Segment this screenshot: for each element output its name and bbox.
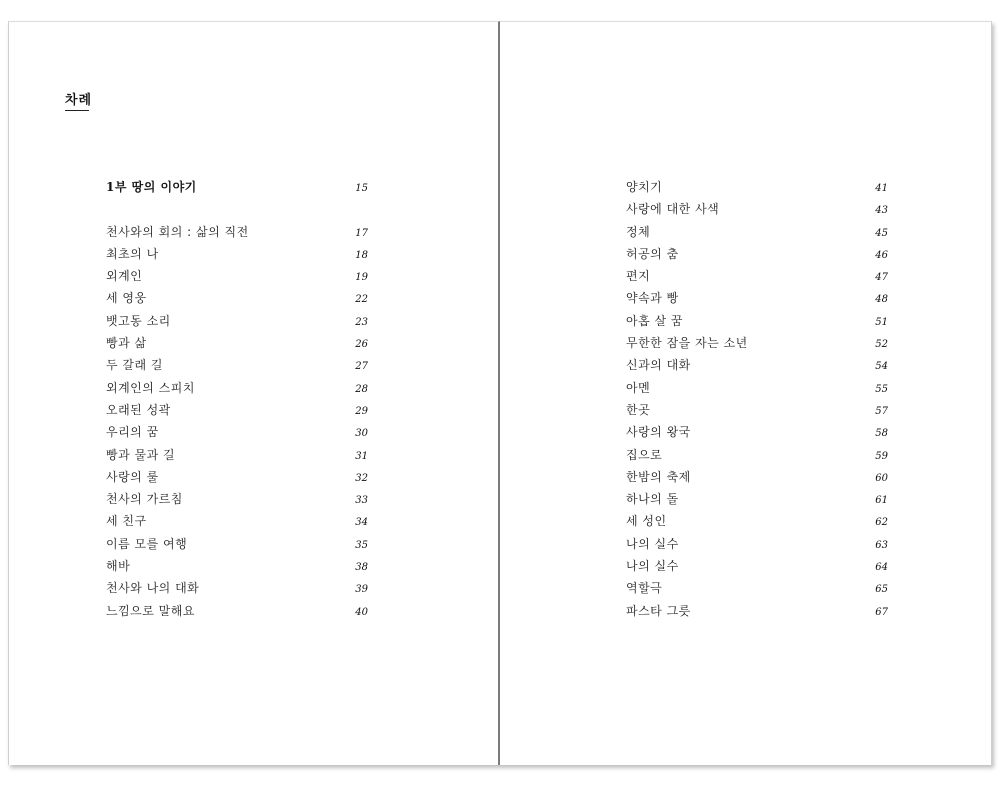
toc-entry-title: 빵과 물과 길 xyxy=(106,447,176,462)
toc-entry xyxy=(626,243,888,265)
toc-entry xyxy=(626,399,888,421)
toc-entry-page-number: 55 xyxy=(875,383,888,395)
toc-entry-title: 느낌으로 말해요 xyxy=(106,603,195,618)
toc-entry xyxy=(626,600,888,622)
toc-entry-page-number: 33 xyxy=(355,495,368,507)
toc-entry-page-number: 63 xyxy=(875,539,888,551)
toc-entry xyxy=(106,533,368,555)
toc-entry-title: 나의 실수 xyxy=(626,536,679,551)
toc-left-list xyxy=(106,176,368,622)
toc-entry-title: 하나의 돌 xyxy=(626,492,679,507)
right-page xyxy=(500,21,992,765)
toc-entry-page-number: 34 xyxy=(355,517,368,529)
toc-entry xyxy=(626,377,888,399)
toc-entry-page-number: 43 xyxy=(875,205,888,217)
toc-entry-page-number: 41 xyxy=(875,183,888,194)
toc-entry xyxy=(106,221,368,243)
toc-entry-title: 외계인 xyxy=(106,269,143,284)
toc-entry xyxy=(106,600,368,622)
toc-entry xyxy=(626,354,888,376)
toc-entry-page-number: 65 xyxy=(875,584,888,596)
toc-entry-title: 세 친구 xyxy=(106,514,147,529)
toc-entry-title: 사랑의 왕국 xyxy=(626,425,691,440)
toc-entry xyxy=(626,287,888,309)
toc-entry xyxy=(626,176,888,198)
toc-entry-page-number: 60 xyxy=(875,472,888,484)
toc-entry-page-number: 28 xyxy=(355,383,368,395)
toc-entry-title: 허공의 춤 xyxy=(626,246,679,261)
toc-entry-title: 한밤의 축제 xyxy=(626,469,691,484)
toc-entry-page-number: 61 xyxy=(875,495,888,507)
toc-entry-title: 빵과 삶 xyxy=(106,336,147,351)
toc-entry-title: 아멘 xyxy=(626,380,651,395)
toc-entry-page-number: 46 xyxy=(875,249,888,261)
toc-entry xyxy=(626,332,888,354)
toc-entry xyxy=(626,488,888,510)
toc-entry xyxy=(106,265,368,287)
toc-entry-title: 역할극 xyxy=(626,581,663,596)
toc-entry-page-number: 17 xyxy=(355,227,368,239)
toc-entry-title: 최초의 나 xyxy=(106,246,159,261)
toc-entry xyxy=(106,577,368,599)
toc-entry-title: 집으로 xyxy=(626,447,663,462)
toc-entry xyxy=(626,421,888,443)
toc-entry xyxy=(626,533,888,555)
toc-entry-page-number: 52 xyxy=(875,339,888,351)
toc-entry xyxy=(106,377,368,399)
toc-entry-title: 세 성인 xyxy=(626,514,667,529)
toc-entry xyxy=(626,510,888,532)
toc-entry-title: 파스타 그릇 xyxy=(626,603,691,618)
toc-entry-title: 오래된 성곽 xyxy=(106,402,171,417)
toc-entry-title: 아홉 살 꿈 xyxy=(626,313,683,328)
toc-entry-title: 해바 xyxy=(106,559,131,574)
part-label: 1부 땅의 이야기 xyxy=(106,180,197,194)
toc-entry-page-number: 57 xyxy=(875,405,888,417)
contents-title: 차례 xyxy=(65,93,93,108)
toc-entry-title: 천사와 나의 대화 xyxy=(106,581,200,596)
toc-entry-title: 나의 실수 xyxy=(626,559,679,574)
toc-entry xyxy=(106,466,368,488)
toc-entry-page-number: 40 xyxy=(355,606,368,618)
toc-entry-title: 우리의 꿈 xyxy=(106,425,159,440)
toc-entry xyxy=(106,488,368,510)
toc-entry xyxy=(106,354,368,376)
toc-entry-title: 약속과 빵 xyxy=(626,291,679,306)
toc-entry xyxy=(106,421,368,443)
toc-entry xyxy=(626,555,888,577)
toc-entry-title: 천사와의 회의 : 삶의 직전 xyxy=(106,224,249,239)
toc-entry-page-number: 35 xyxy=(355,539,368,551)
toc-entry-page-number: 58 xyxy=(875,428,888,440)
toc-entry-title: 무한한 잠을 자는 소년 xyxy=(626,336,748,351)
toc-entry-page-number: 67 xyxy=(875,606,888,618)
toc-entry xyxy=(626,198,888,220)
toc-entry-page-number: 19 xyxy=(355,272,368,284)
toc-entry-title: 천사의 가르침 xyxy=(106,492,183,507)
toc-entry xyxy=(626,221,888,243)
toc-right-list xyxy=(626,176,888,622)
toc-entry-title: 사랑에 대한 사색 xyxy=(626,202,720,217)
toc-entry-page-number: 45 xyxy=(875,227,888,239)
toc-entry-page-number: 23 xyxy=(355,316,368,328)
toc-entry-title: 정체 xyxy=(626,224,651,239)
toc-entry-page-number: 48 xyxy=(875,294,888,306)
toc-entry-title: 외계인의 스피치 xyxy=(106,380,195,395)
toc-entry-title: 사랑의 룰 xyxy=(106,469,159,484)
toc-entry-page-number: 32 xyxy=(355,472,368,484)
toc-entry-page-number: 26 xyxy=(355,339,368,351)
toc-entry-page-number: 18 xyxy=(355,249,368,261)
toc-entry-page-number: 51 xyxy=(875,316,888,328)
toc-entry-page-number: 62 xyxy=(875,517,888,529)
toc-entry-title: 양치기 xyxy=(626,180,663,194)
toc-entry xyxy=(106,287,368,309)
toc-entry-page-number: 38 xyxy=(355,562,368,574)
toc-entry-page-number: 31 xyxy=(355,450,368,462)
toc-entry-page-number: 22 xyxy=(355,294,368,306)
toc-entry xyxy=(106,310,368,332)
toc-entry xyxy=(626,577,888,599)
toc-entry xyxy=(106,510,368,532)
left-page xyxy=(8,21,500,765)
toc-entry-page-number: 27 xyxy=(355,361,368,373)
part-page-number: 15 xyxy=(355,183,368,194)
toc-entry-title: 신과의 대화 xyxy=(626,358,691,373)
toc-entry-page-number: 59 xyxy=(875,450,888,462)
toc-entry xyxy=(626,265,888,287)
toc-entry xyxy=(626,444,888,466)
toc-entry xyxy=(626,466,888,488)
toc-entry-title: 두 갈래 길 xyxy=(106,358,163,373)
toc-entry-page-number: 47 xyxy=(875,272,888,284)
toc-entry-title: 세 영웅 xyxy=(106,291,147,306)
toc-entry-page-number: 30 xyxy=(355,428,368,440)
toc-entry-title: 편지 xyxy=(626,269,651,284)
toc-entry-title: 한곳 xyxy=(626,402,651,417)
toc-entry-page-number: 29 xyxy=(355,405,368,417)
toc-entry xyxy=(106,555,368,577)
toc-entry-title: 이름 모를 여행 xyxy=(106,536,188,551)
toc-entry-page-number: 39 xyxy=(355,584,368,596)
toc-entry-page-number: 54 xyxy=(875,361,888,373)
toc-entry-title: 뱃고동 소리 xyxy=(106,313,171,328)
toc-entry xyxy=(106,444,368,466)
toc-entry xyxy=(626,310,888,332)
toc-entry xyxy=(106,243,368,265)
toc-part-heading xyxy=(106,176,368,221)
toc-entry-page-number: 64 xyxy=(875,562,888,574)
title-underline xyxy=(65,110,89,111)
toc-entry xyxy=(106,399,368,421)
toc-entry xyxy=(106,332,368,354)
book-spread xyxy=(8,21,992,765)
